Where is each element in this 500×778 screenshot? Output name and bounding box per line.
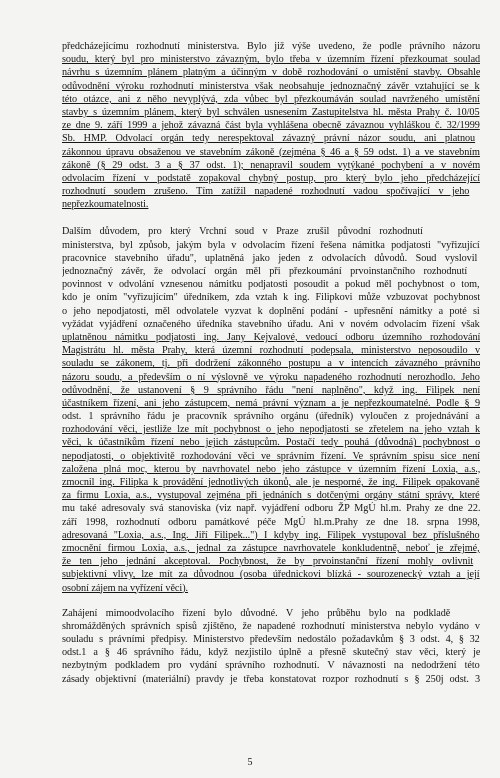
text-line: soudu, který byl pro ministerstvo závazným, bylo třeba v územním řízení přezkoumat soulad	[62, 54, 480, 66]
text-line: ze dne 9. září 1999 a jehož závazná část byla vyhlášena obecně závaznou vyhláškou č. 32/1999	[62, 120, 480, 132]
text-line: odvolacím řízení v podstatě zopakoval chybný postup, pro který bylo jeho předcházející	[62, 172, 480, 184]
text-line: o jeho nepodjatosti, měl odvolatele vyzvat k doplnění podání - upřesnění námitky a poté si	[62, 305, 480, 317]
text-line: za firmu Loxia, a.s., vystupoval zejména při jednáních s dotčenými orgány státní správy, které	[62, 490, 480, 502]
document-body	[62, 40, 480, 686]
text-line: věci, k účastníkům řízení nebo jejich zástupcům. Postačí tedy pouhá (důvodná) pochybnost o	[62, 437, 480, 449]
text-line: předcházejícímu rozhodnutí ministerstva. Bylo již výše uvedeno, že podle právního názoru	[62, 41, 480, 52]
text-line: Magistrátu hl. města Prahy, která územní rozhodnutí podepsala, ministerstvo neposoudilo v	[62, 345, 480, 357]
text-line: zákonnou úpravu obsaženou ve stavebním zákoně (zejména § 46 a § 59 odst. 1) a ve stavebním	[62, 146, 480, 158]
paragraph-2	[62, 225, 480, 594]
paragraph-1	[62, 40, 480, 211]
text-line: jednoznačný závěr, že odvolací orgán měl při přezkoumání prvoinstančního rozhodnutí	[62, 266, 468, 277]
text-line: nezbytným podkladem pro vydání správního rozhodnutí. V návaznosti na nedodržení této	[62, 660, 480, 672]
text-line: Sb. HMP. Odvolací orgán tedy nerespektoval závazný právní názor soudu, ani platnou	[62, 133, 476, 145]
text-line: září 1998, rozhodnutí odboru památkové péče MgÚ hl.m.Prahy ze dne 18. srpna 1998,	[62, 516, 480, 528]
text-line: odůvodnění výroku rozhodnutí ministerstva však neobsahuje jednoznačný závěr vztahující se k	[62, 80, 480, 92]
text-line: shromážděných správních spisů zjištěno, že napadené rozhodnutí ministerstva nebylo vydáno v	[62, 620, 480, 632]
text-line: ministerstva, byl způsob, jakým byla v odvolacím řízení řešena námitka podjatosti "vyřizující	[62, 239, 480, 251]
text-line: že ten jeho jednání akceptoval. Pochybnost, že by prvoinstanční řízení mohly ovlivnit	[62, 556, 474, 568]
text-line: návrhu s územním plánem platným a účinným v době rozhodování o umístění stavby. Obsahle	[62, 67, 480, 79]
paragraph-3	[62, 607, 480, 686]
text-line: zmocnil ing. Filipka k provádění jednotlivých úkonů, ale je nesporné, že ing. Filipek opakovaně	[62, 477, 480, 488]
text-line: zákoně (§ 29 odst. 3 a § 37 odst. 1); nenapravil soudem vytýkané pochybení a v novém	[62, 159, 480, 171]
text-line: této otázce, ani z něho nevyplývá, zda vůbec byl přezkoumáván soulad navrženého umístění	[62, 93, 480, 105]
page-number: 5	[247, 757, 253, 768]
text-line: založena plná moc, kterou by navrhovatel nebo jeho zástupce v územním řízení Loxia, a.s.,	[62, 463, 480, 475]
text-line: souladu s právními předpisy. Ministerstvo především nedostálo požadavkům § 3 odst. 4, § 32	[62, 634, 480, 646]
text-line: účastníkem řízení, ani jeho zástupcem, nemá právní význam a je nepřezkoumatelné. Podle § 9	[62, 397, 480, 409]
text-line: odst.1 a § 46 správního řádu, když nezjistilo úplně a přesně skutečný stav věci, který je	[62, 647, 480, 659]
text-line: pracovnice stavebního úřadu", uplatněná jako jeden z odvolacích důvodů. Soud vyslovil	[62, 252, 478, 264]
text-line: názoru soudu, a především o ní výslovně ve výroku napadeného rozhodnutí nerozhodlo. Jeho	[62, 371, 480, 383]
text-line: povinnost v odvolání vznesenou námitku podjatosti posoudit a pokud měl pochybnost o tom,	[62, 279, 480, 291]
text-line: mu také adresovaly svá stanoviska (viz např. vyjádření odboru ŽP MgÚ hl.m. Prahy ze dne 22.	[62, 503, 480, 515]
text-line: zmocnění firmou Loxia, a.s., jednal za zástupce navrhovatele konkludentně, neboť je zřejmé,	[62, 542, 480, 554]
text-line: uplatněnou námitku podjatosti ing. Jany Kejvalové, vedoucí odboru územního rozhodování	[62, 331, 480, 343]
text-line: vyžádat vyjádření označeného úředníka stavebního úřadu. Ani v novém odvolacím řízení však	[62, 318, 480, 330]
text-line: subjektivní vlivy, lze mít za důvodnou (osoba úřednickovi blízká - sourozenecký vztah a její	[62, 569, 480, 581]
text-line: souladu se zákonem, tj. při dodržení zákonného postupu a v intencích závazného právního	[62, 358, 480, 370]
text-line: stavby s územním plánem, který byl schválen usnesením Zastupitelstva hl. města Prahy č. 10/05	[62, 106, 480, 118]
text-line: osobní zájem na vyřízení věci).	[62, 582, 189, 594]
text-line: nepřezkoumatelnosti.	[62, 199, 149, 211]
text-line: adresovaná "Loxia, a.s., Ing. Jiří Filipek...") I kdyby ing. Filipek vystupoval bez příslušného	[62, 529, 480, 541]
text-line: nepodjatosti, o objektivitě rozhodování věci ve správním řízení. Ve správním spisu sice není	[62, 450, 480, 462]
text-line: zásady objektivní (materiální) pravdy je třeba konstatovat rozpor rozhodnutí s § 250j odst. 3	[62, 673, 480, 685]
text-line: rozhodnutí soudem zrušeno. Tím zatížil napadené rozhodnutí vadou spočívající v jeho	[62, 186, 470, 198]
text-line: odůvodnění, že ustanovení § 9 správního řádu "není naplněno", když ing. Filipek není	[62, 384, 480, 396]
text-line: rozhodování věci, jestliže lze mít pochybnost o jeho nepodjatosti se zřetelem na jeho vztah k	[62, 424, 480, 436]
text-line: Zahájení mimoodvolacího řízení bylo důvodné. V jeho průběhu bylo na podkladě	[62, 607, 451, 619]
text-line: Dalším důvodem, pro který Vrchní soud v Praze zrušil původní rozhodnutí	[62, 226, 423, 238]
text-line: kdo je oním "vyřizujícím" úředníkem, zda vztah k ing. Filipkovi může vzbuzovat pochybnost	[62, 292, 480, 304]
text-line: odst. 1 správního řádu je pracovník správního orgánu (úředník) vyloučen z projednávání a	[62, 411, 480, 423]
